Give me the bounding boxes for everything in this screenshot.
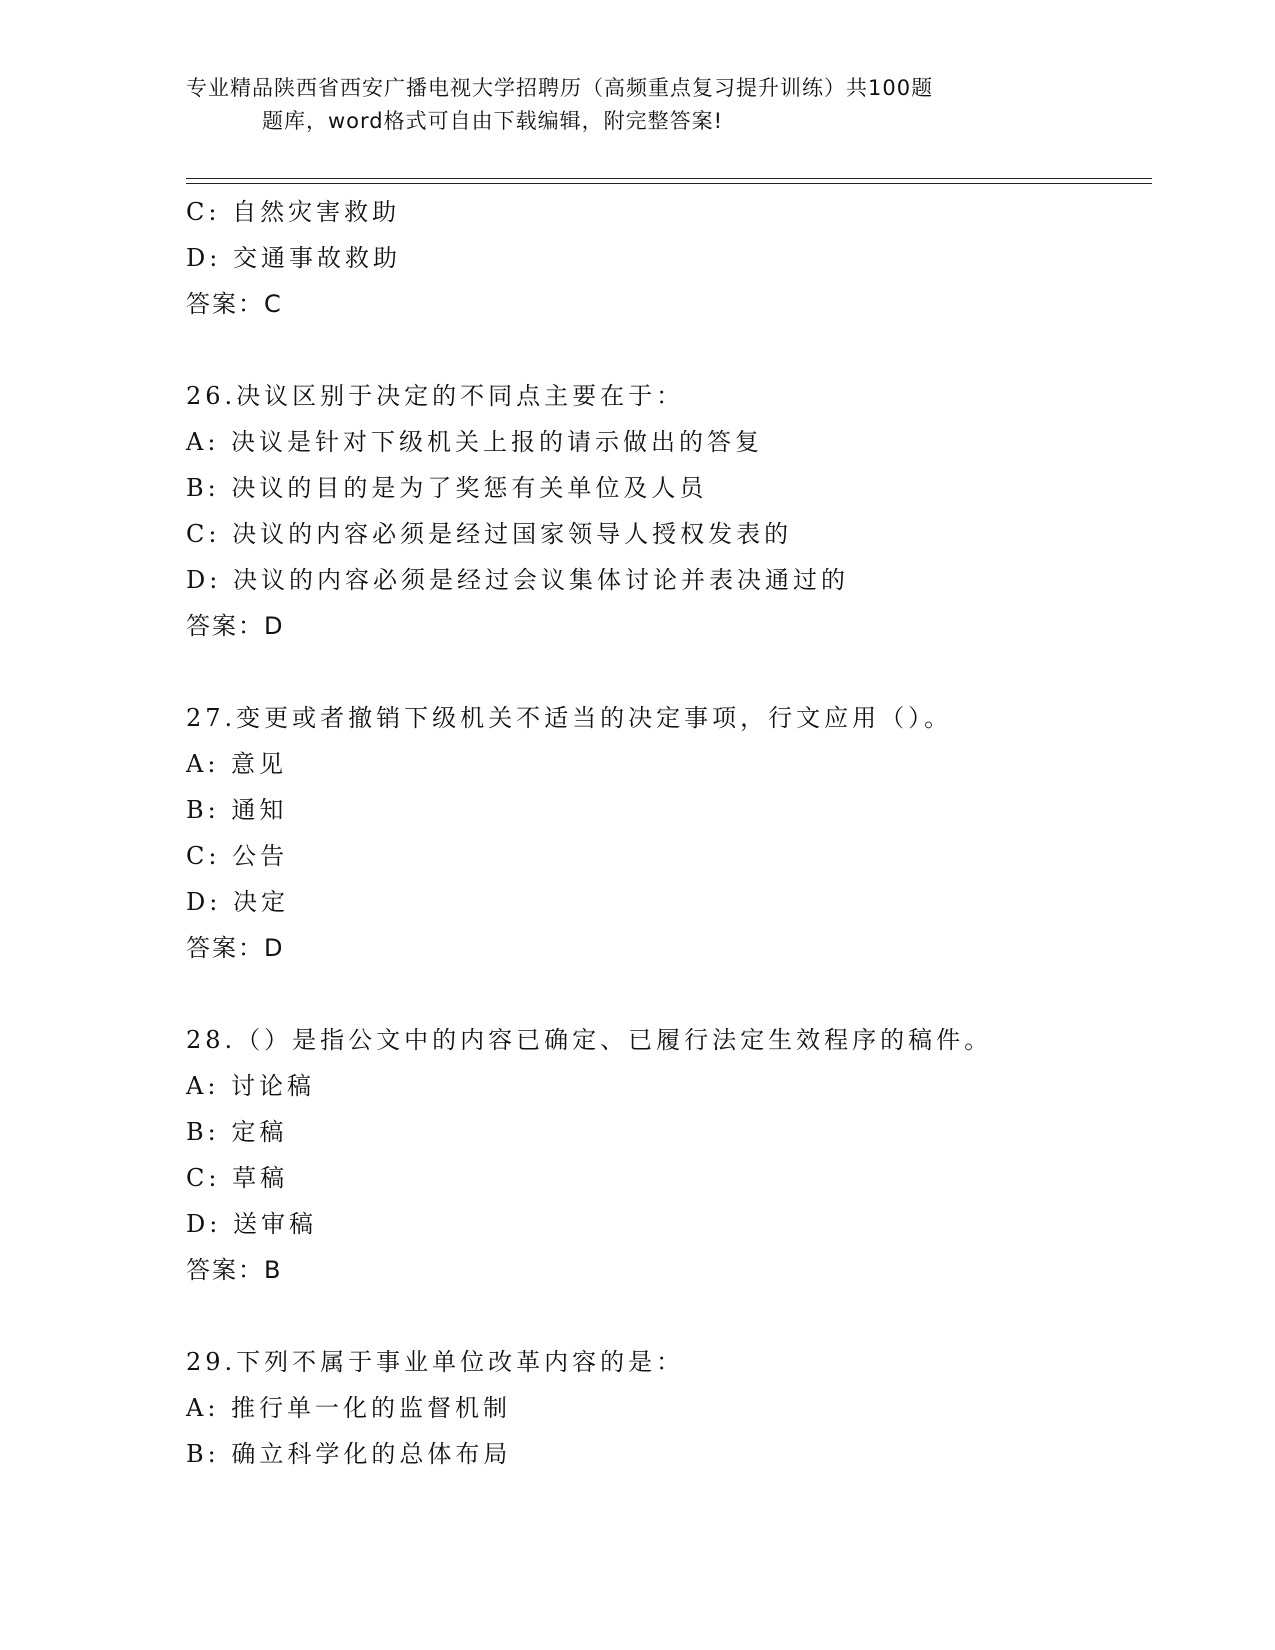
- header-divider-bottom: [186, 183, 1152, 184]
- option-a: A: 讨论稿: [186, 1072, 316, 1100]
- option-c: C: 决议的内容必须是经过国家领导人授权发表的: [186, 520, 793, 548]
- question-stem: 27.变更或者撤销下级机关不适当的决定事项，行文应用（）。: [186, 704, 953, 732]
- option-c: C: 自然灾害救助: [186, 198, 401, 226]
- option-c: C: 草稿: [186, 1164, 289, 1192]
- spacer: [186, 649, 1146, 695]
- option-b: B: 确立科学化的总体布局: [186, 1440, 512, 1468]
- option-b: B: 决议的目的是为了奖惩有关单位及人员: [186, 474, 708, 502]
- answer: 答案：D: [186, 934, 285, 962]
- header-title-line-2: 题库，word格式可自由下载编辑，附完整答案!: [262, 109, 724, 133]
- question-list: [186, 189, 1146, 1477]
- option-a: A: 推行单一化的监督机制: [186, 1394, 512, 1422]
- header-divider-top: [186, 178, 1152, 179]
- question-29: [186, 1339, 1146, 1477]
- question-27: [186, 695, 1146, 971]
- question-stem: 29.下列不属于事业单位改革内容的是：: [186, 1348, 685, 1376]
- option-b: B: 定稿: [186, 1118, 288, 1146]
- option-a: A: 意见: [186, 750, 288, 778]
- question-25-continued: [186, 189, 1146, 327]
- header-title-line-1: 专业精品陕西省西安广播电视大学招聘历（高频重点复习提升训练）共100题: [186, 76, 934, 100]
- option-d: D: 送审稿: [186, 1210, 317, 1238]
- question-28: [186, 1017, 1146, 1293]
- spacer: [186, 971, 1146, 1017]
- page-header: [186, 72, 1066, 138]
- option-d: D: 交通事故救助: [186, 244, 401, 272]
- question-stem: 26.决议区别于决定的不同点主要在于：: [186, 382, 685, 410]
- question-26: [186, 373, 1146, 649]
- option-a: A: 决议是针对下级机关上报的请示做出的答复: [186, 428, 764, 456]
- option-d: D: 决定: [186, 888, 289, 916]
- answer: 答案：C: [186, 290, 283, 318]
- option-d: D: 决议的内容必须是经过会议集体讨论并表决通过的: [186, 566, 849, 594]
- spacer: [186, 1293, 1146, 1339]
- answer: 答案：B: [186, 1256, 283, 1284]
- question-stem: 28.（）是指公文中的内容已确定、已履行法定生效程序的稿件。: [186, 1026, 993, 1054]
- option-c: C: 公告: [186, 842, 289, 870]
- spacer: [186, 327, 1146, 373]
- answer: 答案：D: [186, 612, 285, 640]
- option-b: B: 通知: [186, 796, 288, 824]
